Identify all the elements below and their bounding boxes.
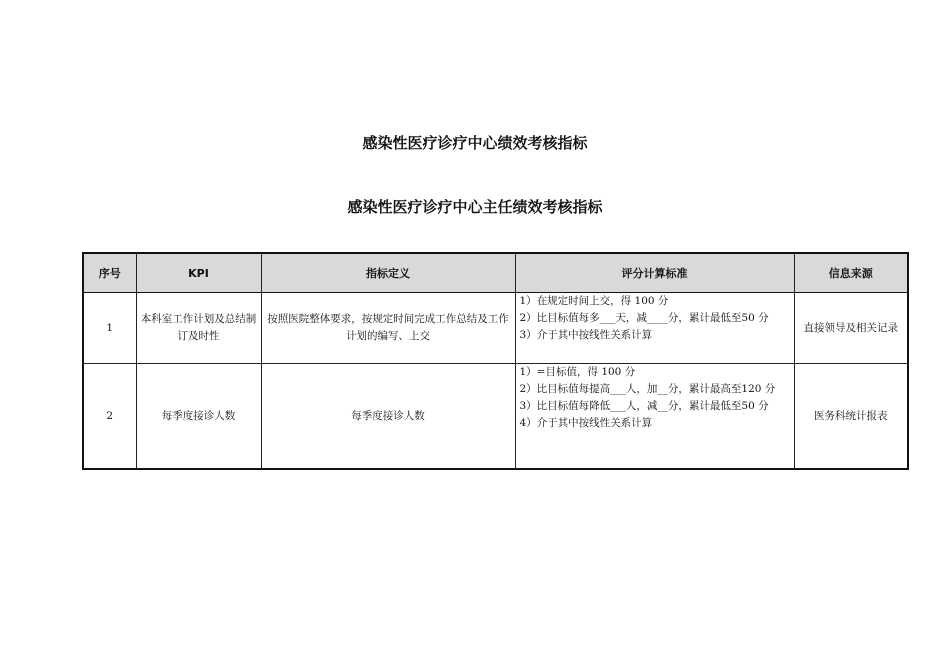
cell-kpi: 本科室工作计划及总结制订及时性 <box>136 293 261 364</box>
criteria-line: 2）比目标值每多___天，减____分，累计最低至50 分 <box>519 312 769 324</box>
table-row <box>83 364 908 470</box>
table-row <box>83 293 908 364</box>
document-subtitle: 感染性医疗诊疗中心主任绩效考核指标 <box>347 198 603 216</box>
cell-definition: 按照医院整体要求，按规定时间完成工作总结及工作计划的编写、上交 <box>261 293 515 364</box>
header-definition: 指标定义 <box>261 253 515 293</box>
cell-definition: 每季度接诊人数 <box>261 364 515 470</box>
criteria-line: 3）介于其中按线性关系计算 <box>519 329 653 341</box>
cell-no: 2 <box>83 364 136 470</box>
criteria-line: 4）介于其中按线性关系计算 <box>519 417 653 429</box>
criteria-line: 1）在规定时间上交，得 100 分 <box>519 295 669 307</box>
criteria-line: 3）比目标值每降低___人，减__分，累计最低至50 分 <box>519 400 769 412</box>
cell-source: 直接领导及相关记录 <box>794 293 908 364</box>
header-source: 信息来源 <box>794 253 908 293</box>
cell-no: 1 <box>83 293 136 364</box>
criteria-line: 2）比目标值每提高___人，加__分，累计最高至120 分 <box>519 383 776 395</box>
cell-criteria <box>515 364 794 470</box>
kpi-table <box>82 252 909 470</box>
table-header-row <box>83 253 908 293</box>
cell-kpi: 每季度接诊人数 <box>136 364 261 470</box>
header-kpi: KPI <box>136 253 261 293</box>
criteria-line: 1）=目标值，得 100 分 <box>519 366 636 378</box>
header-criteria: 评分计算标准 <box>515 253 794 293</box>
header-no: 序号 <box>83 253 136 293</box>
cell-source: 医务科统计报表 <box>794 364 908 470</box>
document-title: 感染性医疗诊疗中心绩效考核指标 <box>362 134 588 152</box>
cell-criteria <box>515 293 794 364</box>
